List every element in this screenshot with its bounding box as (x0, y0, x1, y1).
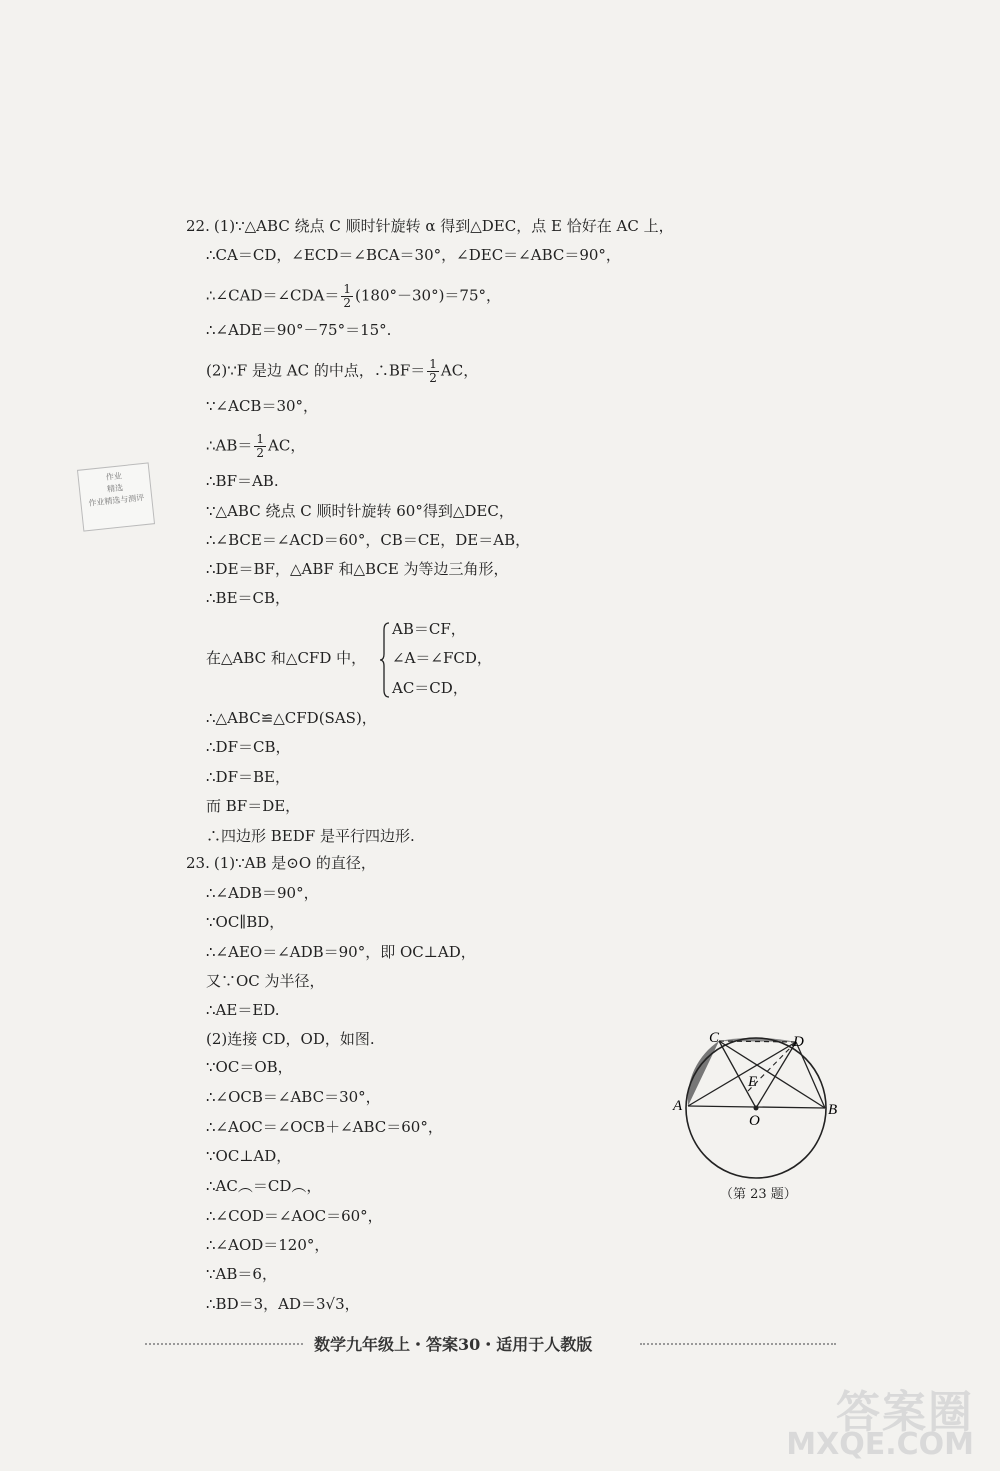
stamp-image: 作业 精选 作业精选与测评 (77, 462, 155, 531)
text-line (206, 767, 290, 787)
text-line (206, 912, 284, 932)
text-line (206, 1294, 360, 1314)
line-text: ∵OC⊥AD， (206, 1147, 292, 1165)
text-line (206, 942, 476, 962)
fraction-numerator: 1 (429, 357, 437, 371)
line-text: ∴∠AOD＝120°， (206, 1236, 330, 1254)
line-text: (1)∵AB 是⊙O 的直径， (213, 854, 376, 872)
fraction-denominator: 2 (343, 296, 351, 310)
system-line-3: AC＝CD， (392, 679, 468, 697)
label-a: A (673, 1098, 683, 1114)
line-text: ∵OC∥BD， (206, 913, 285, 931)
system-line-2: ∠A＝∠FCD， (392, 649, 492, 667)
text-line (206, 530, 530, 550)
geometry-figure (668, 1024, 848, 1184)
line-text: ∴∠ADB＝90°， (206, 884, 319, 902)
text-line (186, 853, 376, 873)
text-line (206, 358, 478, 385)
text-line (206, 737, 290, 757)
line-text: ∴∠ADE＝90°－75°＝15°. (206, 321, 392, 339)
line-text: ∴△ABC≌△CFD(SAS)， (206, 709, 377, 727)
line-text: ∴BF＝AB. (206, 472, 279, 490)
label-d: D (793, 1034, 804, 1050)
text-line (206, 433, 305, 460)
fraction-numerator: 1 (256, 432, 265, 446)
watermark (786, 1372, 990, 1464)
figure-caption: （第 23 题） (720, 1187, 797, 1202)
footer-dots-left (145, 1343, 303, 1345)
line-text: ∵∠ACB＝30°， (206, 397, 319, 415)
watermark-main: 答案圈 (836, 1387, 974, 1438)
line-text: (1)∵△ABC 绕点 C 顺时针旋转 α 得到△DEC，点 E 恰好在 AC 上， (213, 217, 674, 235)
line-text: ∴BD＝3，AD＝3√3， (206, 1295, 360, 1313)
line-text-pre: (2)∵F 是边 AC 的中点，∴BF＝ (206, 361, 426, 380)
line-text: ∴∠OCB＝∠ABC＝30°， (206, 1088, 381, 1106)
line-text: ∵OC＝OB， (206, 1058, 293, 1076)
text-line (186, 216, 674, 236)
line-text: 又∵OC 为半径， (206, 972, 325, 990)
fraction-denominator: 2 (256, 446, 265, 460)
text-line (206, 796, 300, 816)
label-b: B (828, 1102, 838, 1118)
text-line (206, 501, 514, 521)
text-line (206, 971, 325, 991)
line-text: 而 BF＝DE， (206, 797, 301, 815)
label-c: C (709, 1030, 720, 1046)
line-text: 在△ABC 和△CFD 中， (206, 649, 367, 667)
line-text-post: (180°－30°)＝75°， (355, 286, 502, 305)
footer-dots-right (640, 1343, 836, 1345)
fraction-numerator: 1 (343, 282, 351, 296)
text-line (206, 1029, 375, 1049)
fraction (427, 358, 439, 385)
text-line (206, 883, 319, 903)
text-line (206, 559, 509, 579)
fraction (254, 433, 266, 460)
line-text: ∴DF＝BE， (206, 768, 290, 786)
line-text-post: AC， (268, 436, 306, 455)
label-e: E (748, 1074, 758, 1090)
line-text: ∵AB＝6， (206, 1265, 277, 1283)
label-o: O (749, 1113, 760, 1129)
line-text: ∴AC︵＝CD︵， (206, 1177, 322, 1195)
question-number: 22. (186, 217, 210, 235)
text-line (206, 1087, 381, 1107)
line-text: ∴CA＝CD，∠ECD＝∠BCA＝30°，∠DEC＝∠ABC＝90°， (206, 246, 621, 264)
text-line (206, 471, 279, 491)
line-text-pre: ∴∠CAD＝∠CDA＝ (206, 286, 340, 305)
text-line (206, 1146, 291, 1166)
line-text: ∴∠AEO＝∠ADB＝90°，即 OC⊥AD， (206, 943, 476, 961)
text-line (206, 1206, 383, 1226)
text-line (206, 588, 290, 608)
text-line (206, 396, 318, 416)
text-line (206, 1117, 443, 1137)
fraction (341, 283, 353, 310)
line-text-pre: ∴AB＝ (206, 436, 253, 455)
line-text: ∴∠AOC＝∠OCB＋∠ABC＝60°， (206, 1118, 443, 1136)
line-text: ∴AE＝ED. (206, 1001, 280, 1019)
line-text: ∴∠BCE＝∠ACD＝60°，CB＝CE，DE＝AB， (206, 531, 531, 549)
text-line (206, 1176, 321, 1196)
text-line (206, 708, 377, 728)
line-text: ∴BE＝CB， (206, 589, 291, 607)
text-line (206, 1057, 293, 1077)
line-text: ∴四边形 BEDF 是平行四边形. (206, 827, 415, 845)
text-line (206, 320, 391, 340)
text-line (206, 283, 501, 310)
line-text: ∴DF＝CB， (206, 738, 291, 756)
line-text: ∵△ABC 绕点 C 顺时针旋转 60°得到△DEC， (206, 502, 514, 520)
system-brace (380, 622, 390, 698)
line-text: ∴DE＝BF，△ABF 和△BCE 为等边三角形， (206, 560, 509, 578)
text-line (206, 826, 415, 846)
line-text: (2)连接 CD，OD，如图. (206, 1030, 375, 1048)
fraction-denominator: 2 (429, 371, 437, 385)
line-text-post: AC， (440, 361, 479, 380)
page-footer: 数学九年级上・答案30・适用于人教版 (314, 1335, 593, 1354)
text-line (206, 648, 366, 668)
system-line-1: AB＝CF， (392, 620, 466, 638)
text-line (206, 1264, 277, 1284)
text-line (206, 1000, 280, 1020)
text-line (206, 1235, 329, 1255)
text-line (206, 245, 621, 265)
watermark-sub: MXQE.COM (786, 1427, 974, 1462)
line-text: ∴∠COD＝∠AOC＝60°， (206, 1207, 383, 1225)
question-number: 23. (186, 854, 210, 872)
